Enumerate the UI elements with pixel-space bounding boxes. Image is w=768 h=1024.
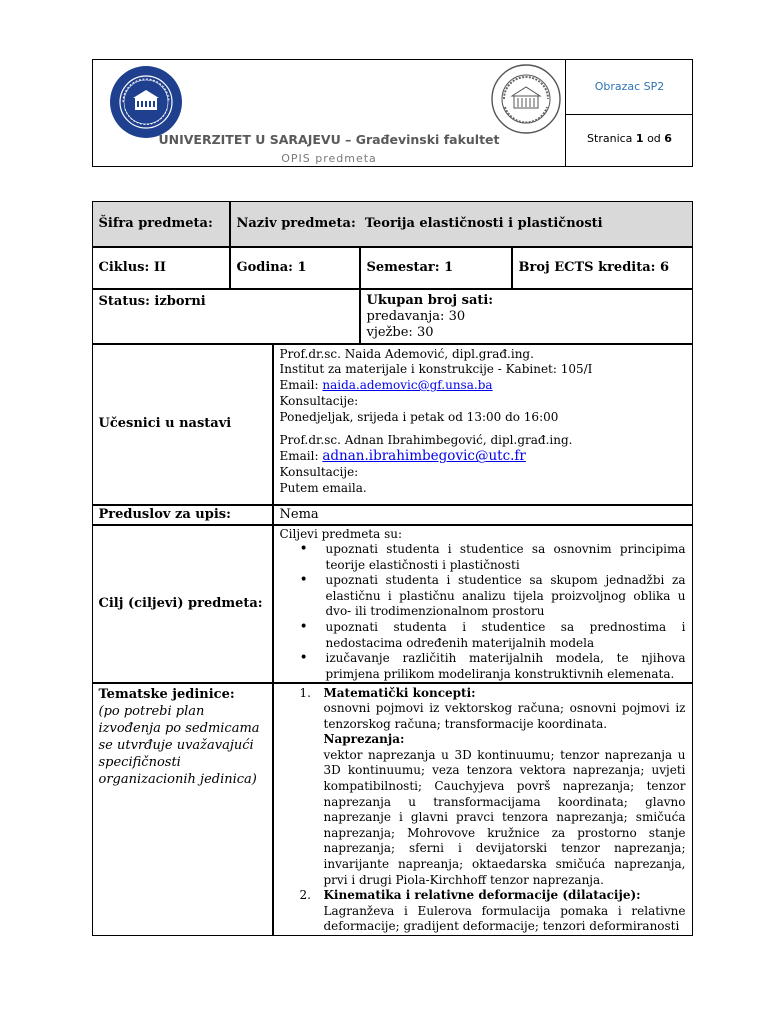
topics-note: (po potrebi plan izvođenja po sedmicama se utvrđuje uvažavajući specifičnosti organizacionih jedinica) — [98, 703, 260, 787]
participants-cell — [273, 344, 693, 505]
form-code: Obrazac SP2 — [594, 80, 665, 93]
topic-title: Kinematika i relativne deformacije (dilatacije): — [323, 888, 641, 903]
topic-item — [280, 888, 686, 935]
year-cell — [230, 247, 360, 289]
course-name-value: Teorija elastičnosti i plastičnosti — [364, 215, 603, 231]
lecturer-2-email-link[interactable]: adnan.ibrahimbegovic@utc.fr — [322, 448, 526, 465]
lecturer-2-name: Prof.dr.sc. Adnan Ibrahimbegović, dipl.građ.ing. — [279, 433, 573, 448]
lecturer-2-consult-note: Putem emaila. — [279, 480, 367, 495]
lecturer-1-name: Prof.dr.sc. Naida Ademović, dipl.građ.ing. — [279, 346, 534, 361]
prerequisite-label-cell — [92, 505, 273, 525]
lecturer-1-consult-time: Ponedjeljak, srijeda i petak od 13:00 do 16:00 — [279, 409, 559, 424]
prerequisite-value: Nema — [279, 506, 319, 522]
cycle-cell — [92, 247, 230, 289]
lecturer-1-institute: Institut za materijale i konstrukcije - Kabinet: 105/I — [279, 362, 593, 377]
lecturer-2-email-label: Email: — [279, 449, 319, 464]
lecturer-2-consult-label: Konsultacije: — [279, 465, 359, 480]
goals-label-cell — [92, 525, 273, 683]
goals-label: Cilj (ciljevi) predmeta: — [98, 595, 263, 611]
goals-list — [282, 542, 686, 682]
course-code-label-cell — [92, 201, 230, 247]
topic-title: Matematički koncepti: — [323, 685, 476, 700]
page-current: 1 — [635, 132, 644, 145]
goals-cell — [273, 525, 693, 683]
hours-label: Ukupan broj sati: — [366, 292, 494, 308]
topic-subtitle: Naprezanja: — [323, 732, 405, 747]
prerequisite-cell — [273, 505, 693, 525]
document-subtitle: OPIS predmeta — [281, 152, 377, 165]
page-label: Stranica — [587, 132, 633, 145]
semester-cell — [360, 247, 512, 289]
university-title: UNIVERZITET U SARAJEVU – Građevinski fakultet — [158, 132, 500, 147]
hours-cell — [360, 289, 693, 344]
header-divider — [565, 114, 693, 115]
goal-item: • izučavanje različitih materijalnih modela, te njihova primjena prilikom modeliranja konstruktivnih elemenata. — [282, 651, 686, 682]
topic-number: 1. — [299, 685, 311, 700]
page-total: 6 — [664, 132, 672, 145]
spacer — [280, 425, 686, 433]
participants-label-cell — [92, 344, 273, 505]
header-divider — [565, 60, 566, 166]
lecturer-1-email-label: Email: — [279, 378, 319, 393]
ects-value: Broj ECTS kredita: 6 — [518, 259, 670, 275]
hours-lectures: predavanja: 30 — [366, 308, 466, 324]
page-indicator — [566, 132, 693, 145]
topics-cell — [273, 683, 693, 936]
participants-label: Učesnici u nastavi — [98, 416, 232, 431]
cycle-value: Ciklus: II — [98, 259, 166, 275]
year-value: Godina: 1 — [236, 259, 307, 275]
course-name-cell — [230, 201, 693, 247]
goal-item: • upoznati studenta i studentice sa osnovnim principima teorije elastičnosti i plastičnosti — [282, 542, 686, 573]
topic-text: Lagranževa i Eulerova formulacija pomaka i relativne deformacije; gradijent deformacije; tenzori deformiranosti — [323, 903, 686, 934]
ects-cell — [512, 247, 693, 289]
goals-intro: Ciljevi predmeta su: — [279, 526, 403, 541]
lecturer-1-email-row — [280, 378, 686, 394]
topics-label-cell — [92, 683, 273, 936]
semester-value: Semestar: 1 — [366, 259, 454, 275]
status-cell — [92, 289, 360, 344]
topics-list — [280, 686, 686, 936]
university-seal-logo — [109, 65, 183, 139]
goal-item: • upoznati studenta i studentice sa skupom jednadžbi za elastičnu i plastičnu analizu tijela proizvoljnog oblika u dvo- ili trodimenzionalnom prostoru — [282, 573, 686, 620]
course-code-label: Šifra predmeta: — [98, 215, 213, 231]
status-value: Status: izborni — [98, 293, 206, 309]
document-header — [92, 59, 693, 167]
topic-text: vektor naprezanja u 3D kontinuumu; tenzor naprezanja u 3D kontinuumu; veza tenzora vektora naprezanja; uvjeti kompatibilnosti; Cauchyjeva površ naprezanja; tenzor naprezanja u transformacijama koordinata; glavno naprezanje i glavni pravci tenzora naprezanja; smičuća naprezanja; Mohrovove kružnice za prostorno stanje naprezanja; sferni i devijatorski tenzor naprezanja; invarijante napreanja; oktaedarska smičuća naprezanja, prvi i drugi Piola-Kirchhoff tenzor naprezanja. — [323, 747, 686, 887]
page-of: od — [647, 132, 661, 145]
topic-number: 2. — [299, 888, 311, 903]
lecturer-1-email-link[interactable]: naida.ademovic@gf.unsa.ba — [322, 378, 493, 393]
goal-item: • upoznati studenta i studentice sa prednostima i nedostacima određenih materijalnih modela — [282, 620, 686, 651]
course-table — [92, 201, 693, 936]
faculty-seal-logo — [490, 63, 562, 135]
topic-text: osnovni pojmovi iz vektorskog računa; osnovni pojmovi iz tenzorskog računa; transformacije koordinata. — [323, 701, 686, 731]
lecturer-1-consult-label: Konsultacije: — [279, 393, 359, 408]
topics-label: Tematske jedinice: — [98, 686, 235, 702]
lecturer-2-email-row — [280, 449, 686, 465]
hours-exercises: vježbe: 30 — [366, 324, 434, 340]
topic-item — [280, 686, 686, 889]
course-name-label: Naziv predmeta: — [236, 215, 356, 231]
prerequisite-label: Preduslov za upis: — [98, 506, 231, 522]
